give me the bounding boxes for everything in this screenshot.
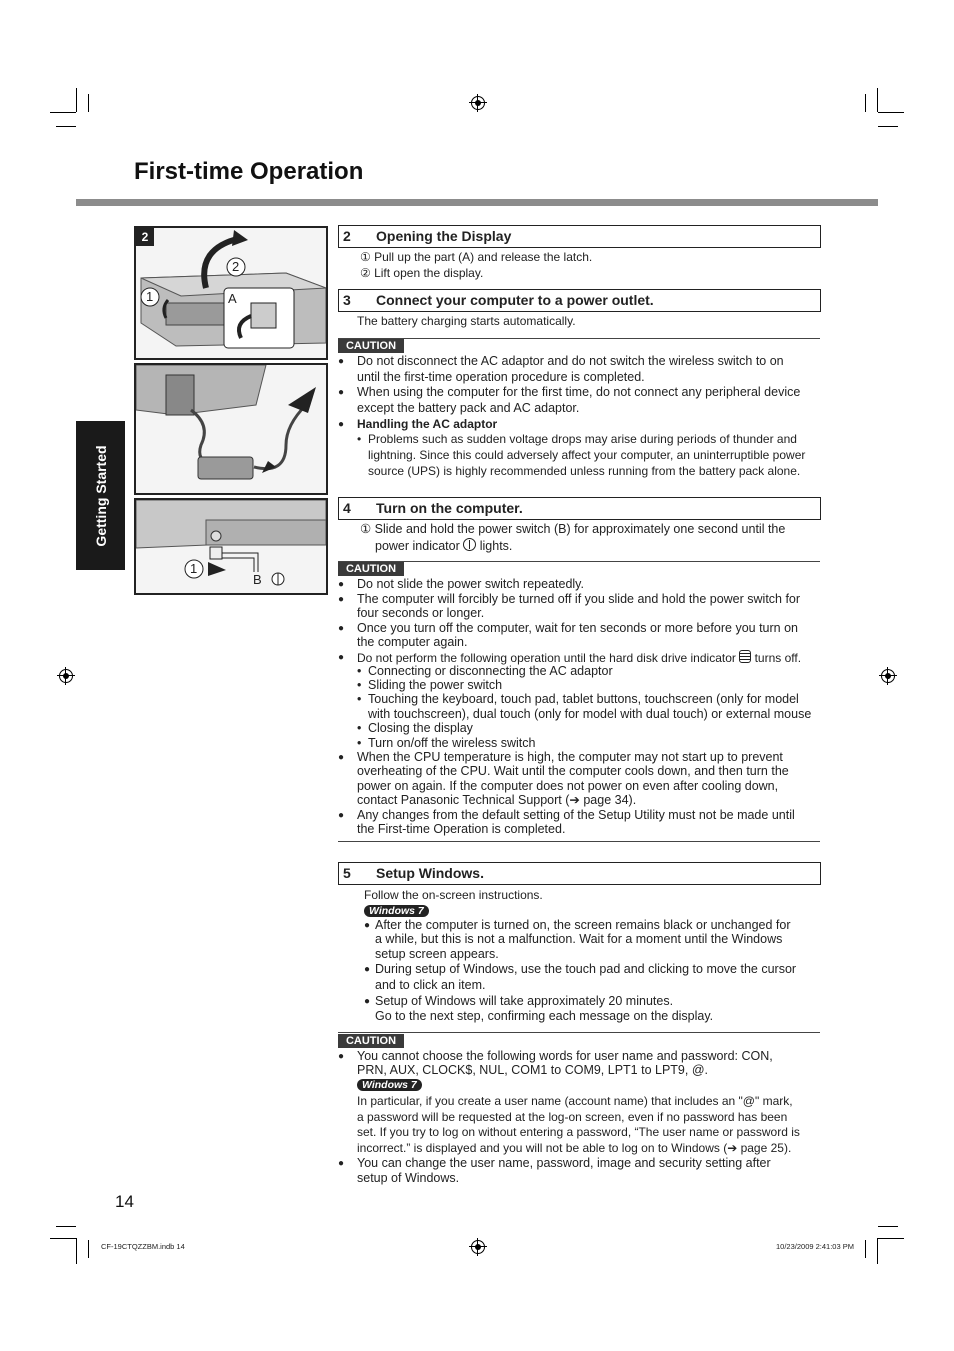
callout-b: B [253,572,262,587]
caution-item: ● Handling the AC adaptor [357,417,497,432]
caution-item-text: turns off. [754,651,802,665]
crop-mark [878,1226,898,1227]
caution-item-cont: until the first-time operation procedure is completed. [357,370,645,384]
page-number: 14 [115,1192,134,1211]
caution-subitem: • Connecting or disconnecting the AC adaptor [368,664,613,679]
registration-mark-icon [881,669,895,683]
registration-mark-icon [471,1240,485,1254]
crop-mark [88,94,89,112]
caution-rule [338,561,820,562]
caution-subitem-cont: source (UPS) is highly recommended unless running from the battery pack alone. [368,464,801,478]
step-instruction: ② Lift open the display. [360,266,484,280]
caution-rule [338,1032,820,1033]
registration-mark-icon [471,96,485,110]
caution-item-cont: overheating of the CPU. Wait until the computer cools down, and then turn the [357,764,789,778]
step-title: Setup Windows. [376,865,484,881]
crop-mark [877,1238,878,1264]
caution-subitem: • Problems such as sudden voltage drops may arise during periods of thunder and [368,432,797,447]
step-text: Follow the on-screen instructions. [364,888,543,902]
step-bullet-cont: a while, but this is not a malfunction. Wait for a moment until the Windows [375,932,783,946]
title-rule [76,199,878,206]
caution-item-cont: power on again. If the computer does not power on even after cooling down, [357,779,779,793]
print-timestamp: 10/23/2009 2:41:03 PM [776,1242,854,1251]
step-title: Turn on the computer. [376,500,523,516]
callout-a: A [228,291,237,306]
step-header [338,497,821,520]
step-text: The battery charging starts automatically. [357,314,576,328]
callout-1: 1 [190,561,198,576]
step-bullet-cont: Go to the next step, confirming each message on the display. [375,1009,714,1023]
caution-item-cont: incorrect.” is displayed and you will not be able to log on to Windows (➔ page 25). [357,1141,792,1155]
crop-mark [877,88,878,112]
caution-item-cont: four seconds or longer. [357,606,485,620]
step-bullet: ● After the computer is turned on, the screen remains black or unchanged for [364,918,791,932]
caution-item: ● Any changes from the default setting of the Setup Utility must not be made until [357,808,795,823]
figure-connect-power [134,363,328,495]
caution-badge: CAUTION [338,339,404,353]
caution-item: ● The computer will forcibly be turned off if you slide and hold the power switch for [357,592,800,607]
caution-item: ● You cannot choose the following words for user name and password: CON, [357,1049,773,1064]
caution-rule [338,338,820,339]
crop-mark [50,112,76,113]
crop-mark [865,1240,866,1258]
caution-item-cont: setup of Windows. [357,1171,460,1185]
caution-item: ● Once you turn off the computer, wait for ten seconds or more before you turn on [357,621,798,636]
page-title: First-time Operation [134,158,364,185]
figure-opening-display [134,226,328,360]
crop-mark [88,1240,89,1258]
caution-item: ● When using the computer for the first time, do not connect any peripheral device [357,385,800,400]
registration-mark-icon [59,669,73,683]
ac-adaptor-illustration [136,365,326,493]
caution-subitem-cont: lightning. Since this could adversely affect your computer, an uninterruptible power [368,448,806,462]
figure-power-switch [134,498,328,595]
step-instruction-text: lights. [479,539,513,553]
crop-mark [878,126,898,127]
section-tab [76,421,125,570]
crop-mark [878,1238,904,1239]
step-header [338,289,821,312]
caution-badge: CAUTION [338,562,404,576]
crop-mark [56,1226,76,1227]
callout-2: 2 [232,259,240,274]
print-file-name: CF-19CTQZZBM.indb 14 [101,1242,185,1251]
section-tab-label: Getting Started [92,444,109,547]
step-title: Opening the Display [376,228,512,244]
step-bullet-cont: setup screen appears. [375,947,499,961]
crop-mark [76,88,77,112]
step-bullet: ● Setup of Windows will take approximately 20 minutes. [364,994,674,1008]
step-bullet: ● During setup of Windows, use the touch pad and clicking to move the cursor [364,962,797,976]
caution-item: ● Do not slide the power switch repeatedly. [357,577,584,592]
caution-item-text: Do not perform the following operation until the hard disk drive indicator [357,651,736,665]
crop-mark [56,126,76,127]
power-switch-illustration [136,500,326,593]
hdd-indicator-icon [739,650,751,663]
caution-item: ● When the CPU temperature is high, the computer may not start up to prevent [357,750,783,765]
windows-7-badge: Windows 7 [364,905,429,917]
step-number: 2 [343,228,351,244]
step-number: 4 [343,500,351,516]
caution-item-cont: PRN, AUX, CLOCK$, NUL, COM1 to COM9, LPT1 to LPT9, @. [357,1063,708,1077]
caution-item-cont: except the battery pack and AC adaptor. [357,401,580,415]
caution-item-cont: set. If you try to log on without entering a password, “The user name or password is [357,1125,800,1139]
figure-number: 2 [136,228,154,246]
crop-mark [76,1238,77,1264]
crop-mark [50,1238,76,1239]
caution-subitem-cont: with touchscreen), dual touch (only for model with dual touch) or external mouse [368,707,812,721]
caution-subitem: • Sliding the power switch [368,678,502,693]
caution-rule [338,841,820,842]
caution-subitem: • Touching the keyboard, touch pad, tablet buttons, touchscreen (only for model [368,692,799,707]
windows-7-badge: Windows 7 [357,1079,422,1091]
step-number: 5 [343,865,351,881]
step-instruction-text: power indicator [375,539,460,553]
caution-item-cont: a password will be requested at the log-on screen, even if no password has been [357,1110,788,1124]
step-instruction: ① Slide and hold the power switch (B) for approximately one second until the [360,522,786,536]
caution-badge: CAUTION [338,1034,404,1048]
caution-item: ● You can change the user name, password, image and security setting after [357,1156,771,1171]
power-indicator-icon [463,538,476,551]
step-instruction-cont [375,538,512,554]
step-bullet-cont: and to click an item. [375,978,486,992]
caution-item-cont: In particular, if you create a user name (account name) that includes an "@" mark, [357,1094,793,1108]
caution-item-cont: the First-time Operation is completed. [357,822,566,836]
crop-mark [878,112,904,113]
step-number: 3 [343,292,351,308]
crop-mark [865,94,866,112]
step-instruction: ① Pull up the part (A) and release the latch. [360,250,593,264]
caution-item-cont: the computer again. [357,635,468,649]
caution-item: ● Do not disconnect the AC adaptor and do not switch the wireless switch to on [357,354,784,369]
step-header [338,225,821,248]
step-title: Connect your computer to a power outlet. [376,292,654,308]
callout-1: 1 [146,289,154,304]
caution-item-cont: contact Panasonic Technical Support (➔ page 34). [357,793,637,807]
caution-subitem: • Turn on/off the wireless switch [368,736,535,751]
step-header [338,862,821,885]
caution-subitem: • Closing the display [368,721,473,736]
